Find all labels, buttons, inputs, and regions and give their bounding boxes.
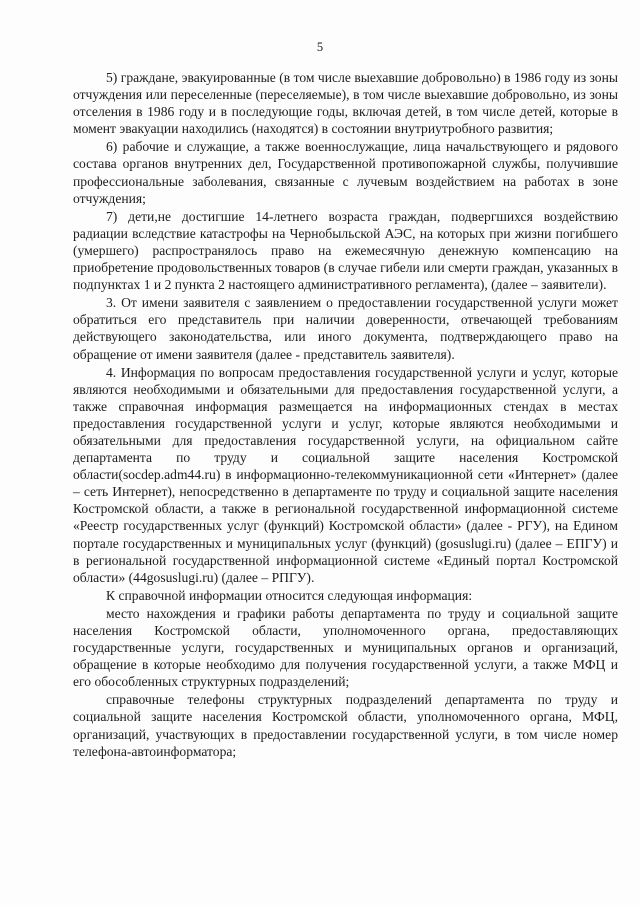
paragraph-clause-3: 3. От имени заявителя с заявлением о предоставлении государственной услуги может обратиться его представитель при наличии доверенности, отвечающей требованиям действующего законодательства, или иного документа, подтверждающего право на обращение от имени заявителя (далее - представитель заявителя). [73,295,618,362]
paragraph-item-6: 6) рабочие и служащие, а также военнослужащие, лица начальствующего и рядового состава органов внутренних дел, Государственной противопожарной службы, получившие профессиональные заболевания, связанные с лучевым воздействием на работах в зоне отчуждения; [73,139,618,206]
paragraph-clause-4: 4. Информация по вопросам предоставления государственной услуги и услуг, которые являются необходимыми и обязательными для предоставления государственной услуги, а также справочная информация размещается на информационных стендах в местах предоставления государственной услуги и услуг, которые являются необходимыми и обязательными для предоставления государственной услуги, на официальном сайте департамента по труду и социальной защите населения Костромской области(socdep.adm44.ru) в информационно-телекоммуникационной сети «Интернет» (далее – сеть Интернет), непосредственно в департаменте по труду и социальной защите населения Костромской области, а также в региональной государственной информационной системе «Реестр государственных услуг (функций) Костромской области» (далее - РГУ), на Едином портале государственных и муниципальных услуг (функций) (gosuslugi.ru) (далее – ЕПГУ) и в региональной государственной информационной системе «Единый портал Костромской области» (44gosuslugi.ru) (далее – РПГУ). [73,364,618,585]
page-number: 5 [316,40,324,54]
paragraph-location-schedule: место нахождения и графики работы департамента по труду и социальной защите населения Костромской области, уполномоченного органа, предоставляющих государственные услуги, государственных и муниципальных органов и организаций, обращение в которые необходимо для получения государственной услуги, а также МФЦ и его обособленных структурных подразделений; [73,605,618,690]
paragraph-item-7: 7) дети,не достигшие 14-летнего возраста граждан, подвергшихся воздействию радиации вследствие катастрофы на Чернобыльской АЭС, на которых при жизни погибшего (умершего) распространялось право на ежемесячную денежную компенсацию на приобретение продовольственных товаров (в случае гибели или смерти граждан, указанных в подпунктах 1 и 2 пункта 2 настоящего административного регламента), (далее – заявители). [73,208,618,293]
paragraph-reference-intro: К справочной информации относится следующая информация: [106,587,473,603]
paragraph-item-5: 5) граждане, эвакуированные (в том числе выехавшие добровольно) в 1986 году из зоны отчуждения или переселенные (переселяемые), в том числе выехавшие добровольно, из зоны отселения в 1986 году и в последующие годы, включая детей, в том числе детей, которые в момент эвакуации находились (находятся) в состоянии внутриутробного развития; [73,70,618,137]
document-body [73,69,618,760]
paragraph-phone-numbers: справочные телефоны структурных подразделений департамента по труду и социальной защите населения Костромской области, уполномоченного органа, МФЦ, организаций, участвующих в предоставлении государственной услуги, в том числе номер телефона-автоинформатора; [73,692,618,759]
